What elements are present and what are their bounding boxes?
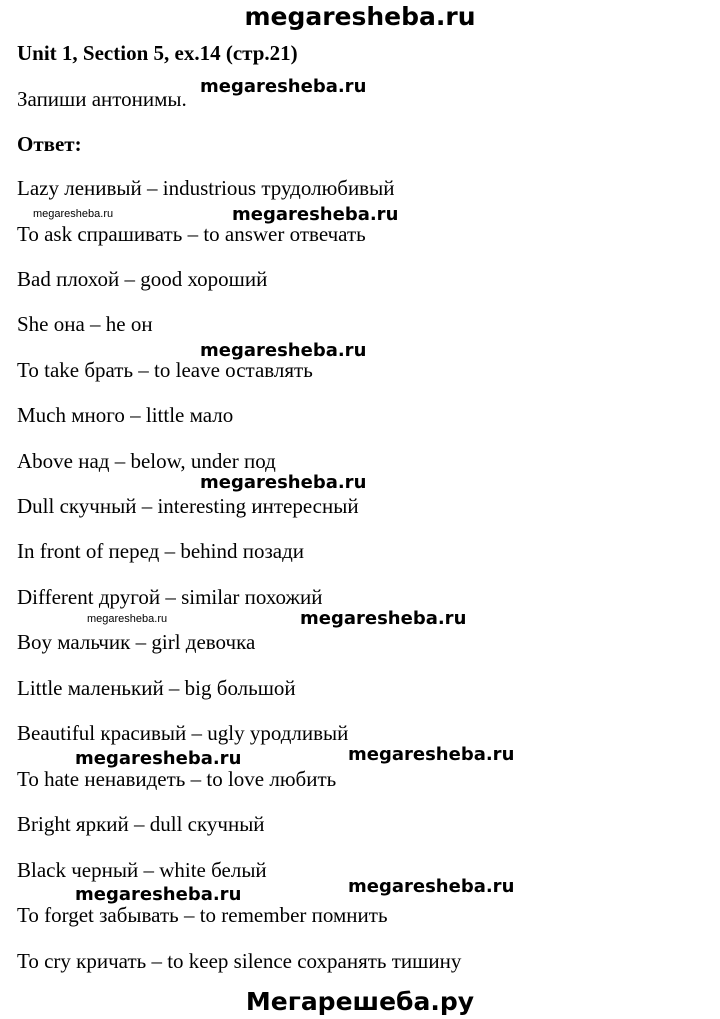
site-footer: Мегарешеба.ру bbox=[245, 987, 475, 1016]
antonym-pair: Much много – little мало bbox=[17, 403, 234, 427]
antonym-pair: Bad плохой – good хороший bbox=[17, 267, 268, 291]
watermark: megaresheba.ru bbox=[232, 204, 399, 225]
site-header: megaresheba.ru bbox=[244, 2, 476, 31]
watermark: megaresheba.ru bbox=[75, 884, 242, 905]
antonym-pair: Black черный – white белый bbox=[17, 858, 267, 882]
watermark: megaresheba.ru bbox=[300, 608, 467, 629]
antonym-pair: Boy мальчик – girl девочка bbox=[17, 630, 256, 654]
watermark: megaresheba.ru bbox=[200, 76, 367, 97]
watermark-small: megaresheba.ru bbox=[33, 208, 114, 220]
antonym-pair: She она – he он bbox=[17, 312, 153, 336]
antonym-pair: To take брать – to leave оставлять bbox=[17, 358, 313, 382]
exercise-instruction: Запиши антонимы. bbox=[17, 87, 187, 111]
antonym-pair: Lazy ленивый – industrious трудолюбивый bbox=[17, 176, 395, 200]
antonym-pair: To ask спрашивать – to answer отвечать bbox=[17, 222, 366, 246]
antonym-pair: To forget забывать – to remember помнить bbox=[17, 903, 388, 927]
antonym-pair: Different другой – similar похожий bbox=[17, 585, 323, 609]
antonym-pair: Little маленький – big большой bbox=[17, 676, 296, 700]
watermark: megaresheba.ru bbox=[75, 748, 242, 769]
antonym-pair: Dull скучный – interesting интересный bbox=[17, 494, 359, 518]
watermark-small: megaresheba.ru bbox=[87, 613, 168, 625]
watermark: megaresheba.ru bbox=[200, 472, 367, 493]
exercise-heading: Unit 1, Section 5, ex.14 (стр.21) bbox=[17, 41, 298, 65]
watermark: megaresheba.ru bbox=[200, 340, 367, 361]
antonym-pair: Beautiful красивый – ugly уродливый bbox=[17, 721, 349, 745]
answer-label: Ответ: bbox=[17, 132, 82, 156]
antonym-pair: To cry кричать – to keep silence сохранять тишину bbox=[17, 949, 462, 973]
antonym-pair: Bright яркий – dull скучный bbox=[17, 812, 265, 836]
watermark: megaresheba.ru bbox=[348, 744, 515, 765]
watermark: megaresheba.ru bbox=[348, 876, 515, 897]
antonym-pair: To hate ненавидеть – to love любить bbox=[17, 767, 337, 791]
antonym-pair: In front of перед – behind позади bbox=[17, 539, 305, 563]
antonym-pair: Above над – below, under под bbox=[17, 449, 276, 473]
